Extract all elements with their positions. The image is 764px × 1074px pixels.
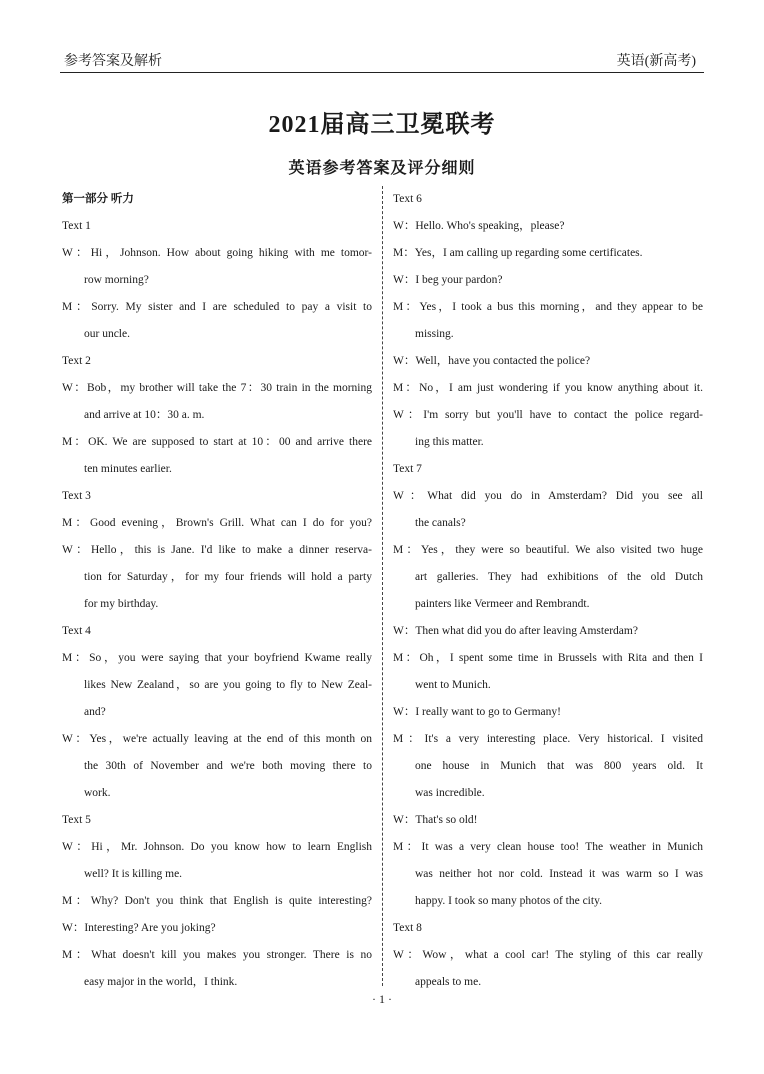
text-line: art galleries. They had exhibitions of the old Dutch <box>415 571 703 583</box>
text-line: well? It is killing me. <box>84 868 183 880</box>
section-heading: Text 8 <box>393 922 422 934</box>
text-line: happy. I took so many photos of the city. <box>415 895 602 907</box>
text-line: appeals to me. <box>415 976 482 988</box>
text-line: W：I beg your pardon? <box>393 274 503 286</box>
text-line: M：OK. We are supposed to start at 10：00 and arrive there <box>62 436 372 448</box>
section-heading: Text 5 <box>62 814 91 826</box>
text-line: M：Yes，they were so beautiful. We also visited two huge <box>393 544 703 556</box>
text-line: W：Hi，Johnson. How about going hiking with me tomor- <box>62 247 372 259</box>
header-right-label: 英语(新高考) <box>616 54 696 69</box>
text-line: the 30th of November and we're both moving there to <box>84 760 372 772</box>
text-line: M：What doesn't kill you makes you stronger. There is no <box>62 949 372 961</box>
section-heading: Text 3 <box>62 490 91 502</box>
text-line: W：I'm sorry but you'll have to contact the police regard- <box>393 409 703 421</box>
text-line: M：Why? Don't you think that English is quite interesting? <box>62 895 372 907</box>
left-column <box>62 186 372 996</box>
text-line: M：Sorry. My sister and I are scheduled to pay a visit to <box>62 301 372 313</box>
text-line: for my birthday. <box>84 598 159 610</box>
text-line: ten minutes earlier. <box>84 463 172 475</box>
text-line: painters like Vermeer and Rembrandt. <box>415 598 590 610</box>
document-subtitle: 英语参考答案及评分细则 <box>288 160 476 177</box>
text-line: went to Munich. <box>415 679 491 691</box>
text-line: easy major in the world，I think. <box>84 976 238 988</box>
text-line: W：Well，have you contacted the police? <box>393 355 591 367</box>
text-line: W：I really want to go to Germany! <box>393 706 561 718</box>
text-line: tion for Saturday，for my four friends will hold a party <box>84 571 372 583</box>
text-line: W：Hello. Who's speaking，please? <box>393 220 565 232</box>
section-heading: Text 7 <box>393 463 422 475</box>
text-line: was incredible. <box>415 787 485 799</box>
text-line: W：Wow，what a cool car! The styling of this car really <box>393 949 703 961</box>
header-rule <box>60 72 704 73</box>
section-heading: Text 4 <box>62 625 91 637</box>
section-heading: 第一部分 听力 <box>62 193 134 205</box>
text-line: M：So，you were saying that your boyfriend Kwame really <box>62 652 372 664</box>
text-line: our uncle. <box>84 328 130 340</box>
text-line: and arrive at 10：30 a. m. <box>84 409 205 421</box>
text-line: M：It's a very interesting place. Very historical. I visited <box>393 733 703 745</box>
text-line: W：Hi，Mr. Johnson. Do you know how to learn English <box>62 841 372 853</box>
text-line: likes New Zealand，so are you going to fly to New Zeal- <box>84 679 372 691</box>
column-divider <box>382 186 383 986</box>
text-line: W：Yes，we're actually leaving at the end of this month on <box>62 733 372 745</box>
text-line: and? <box>84 706 106 718</box>
header-left-label: 参考答案及解析 <box>64 54 162 69</box>
document-title: 2021届高三卫冕联考 <box>268 112 496 138</box>
section-heading: Text 6 <box>393 193 422 205</box>
text-line: missing. <box>415 328 454 340</box>
text-line: M：No，I am just wondering if you know anything about it. <box>393 382 703 394</box>
text-line: M：Good evening，Brown's Grill. What can I do for you? <box>62 517 372 529</box>
text-line: W：Hello，this is Jane. I'd like to make a dinner reserva- <box>62 544 372 556</box>
text-line: work. <box>84 787 111 799</box>
text-line: W：That's so old! <box>393 814 478 826</box>
text-line: M：Yes，I took a bus this morning，and they appear to be <box>393 301 703 313</box>
text-line: one house in Munich that was 800 years old. It <box>415 760 703 772</box>
section-heading: Text 2 <box>62 355 91 367</box>
text-line: W：What did you do in Amsterdam? Did you see all <box>393 490 703 502</box>
section-heading: Text 1 <box>62 220 91 232</box>
text-line: row morning? <box>84 274 149 286</box>
text-line: the canals? <box>415 517 466 529</box>
text-line: M：Yes，I am calling up regarding some certificates. <box>393 247 643 259</box>
text-line: ing this matter. <box>415 436 484 448</box>
text-line: M：It was a very clean house too! The weather in Munich <box>393 841 703 853</box>
text-line: W：Then what did you do after leaving Amsterdam? <box>393 625 638 637</box>
text-line: M：Oh，I spent some time in Brussels with Rita and then I <box>393 652 703 664</box>
right-column <box>393 186 703 996</box>
text-line: W：Interesting? Are you joking? <box>62 922 216 934</box>
page-number: · 1 · <box>372 992 392 1006</box>
text-line: W：Bob，my brother will take the 7：30 train in the morning <box>62 382 372 394</box>
text-line: was neither hot nor cold. Instead it was warm so I was <box>415 868 703 880</box>
